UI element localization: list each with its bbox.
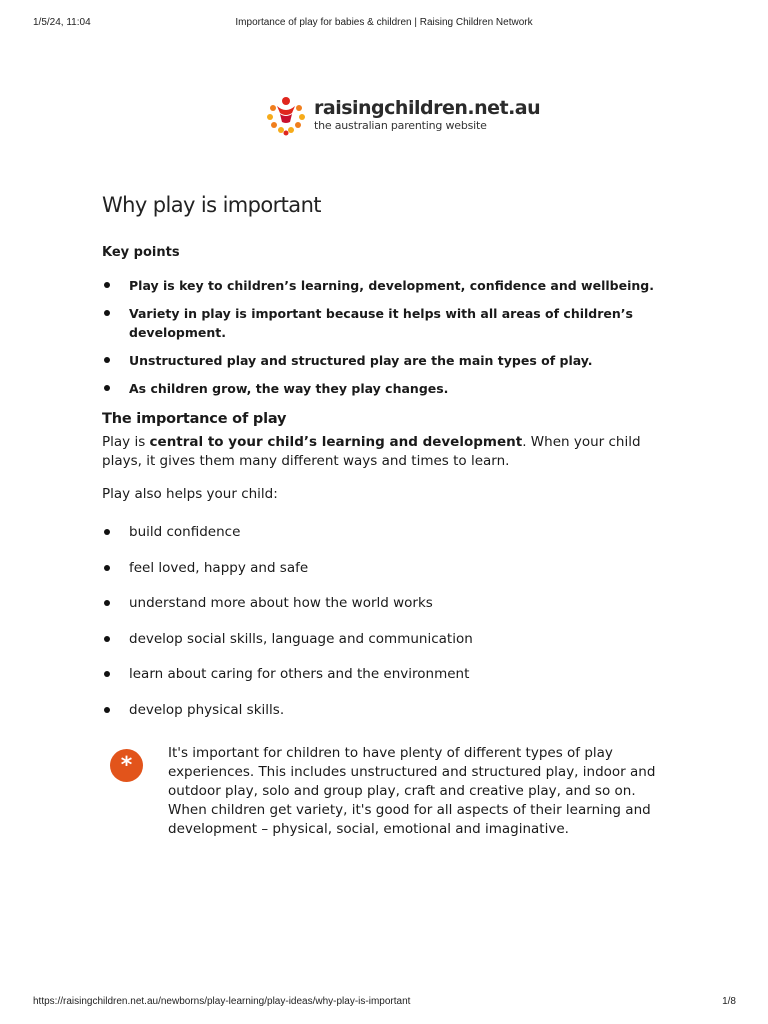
list-item-text: develop physical skills. bbox=[129, 701, 285, 718]
list-item bbox=[102, 523, 672, 541]
logo-tagline: the australian parenting website bbox=[314, 118, 487, 132]
callout-text: It's important for children to have plenty of different types of play experiences. This includes unstructured and structured play, indoor and outdoor play, solo and group play, craft and creative play, and so on. When children get variety, it's good for all aspects of their learning and development – physical, social, emotional and imaginative. bbox=[168, 745, 656, 837]
list-item-text: develop social skills, language and communication bbox=[129, 630, 473, 647]
key-point-text: Unstructured play and structured play are the main types of play. bbox=[129, 353, 593, 368]
article-content bbox=[102, 193, 672, 736]
list-item bbox=[102, 665, 672, 683]
bullet-icon bbox=[104, 357, 110, 363]
bullet-icon bbox=[104, 600, 110, 606]
bullet-icon bbox=[104, 707, 110, 713]
logo-icon bbox=[264, 92, 308, 136]
page-title: Why play is important bbox=[102, 193, 321, 217]
page-url[interactable]: https://raisingchildren.net.au/newborns/play-learning/play-ideas/why-play-is-important bbox=[33, 996, 411, 1007]
bullet-icon bbox=[104, 385, 110, 391]
list-item-text: build confidence bbox=[129, 524, 241, 540]
helps-intro: Play also helps your child: bbox=[102, 486, 278, 502]
key-point-text: Variety in play is important because it helps with all areas of children’s development. bbox=[129, 306, 633, 340]
print-page-title: Importance of play for babies & children | Raising Children Network bbox=[235, 17, 533, 28]
key-point-text: Play is key to children’s learning, development, confidence and wellbeing. bbox=[129, 278, 654, 293]
list-item-text: understand more about how the world works bbox=[129, 595, 433, 611]
bullet-icon bbox=[104, 282, 110, 288]
key-points-heading: Key points bbox=[102, 245, 180, 260]
list-item-text: learn about caring for others and the environment bbox=[129, 666, 470, 682]
helps-list bbox=[102, 523, 672, 719]
key-point-text: As children grow, the way they play changes. bbox=[129, 381, 449, 396]
key-point-item bbox=[102, 379, 672, 398]
list-item bbox=[102, 701, 672, 719]
para-bold-text: central to your child’s learning and development bbox=[149, 434, 523, 450]
section-heading: The importance of play bbox=[102, 411, 287, 427]
page-number: 1/8 bbox=[722, 996, 736, 1007]
bullet-icon bbox=[104, 636, 110, 642]
bullet-icon bbox=[104, 565, 110, 571]
asterisk-icon: * bbox=[110, 749, 143, 782]
key-point-item bbox=[102, 304, 672, 342]
bullet-icon bbox=[104, 310, 110, 316]
list-item-text: feel loved, happy and safe bbox=[129, 559, 309, 576]
logo-name: raisingchildren.net.au bbox=[314, 96, 541, 119]
para-text: . When your child plays, it gives them many different ways and times to learn. bbox=[102, 434, 641, 469]
list-item bbox=[102, 559, 672, 577]
bullet-icon bbox=[104, 529, 110, 535]
key-points-list bbox=[102, 276, 672, 398]
list-item bbox=[102, 630, 672, 648]
intro-paragraph bbox=[102, 433, 672, 471]
list-item bbox=[102, 594, 672, 612]
para-text: Play is bbox=[102, 434, 150, 450]
key-point-item bbox=[102, 276, 672, 295]
key-point-item bbox=[102, 351, 672, 370]
site-logo[interactable] bbox=[264, 92, 540, 136]
print-date: 1/5/24, 11:04 bbox=[33, 17, 91, 28]
bullet-icon bbox=[104, 671, 110, 677]
